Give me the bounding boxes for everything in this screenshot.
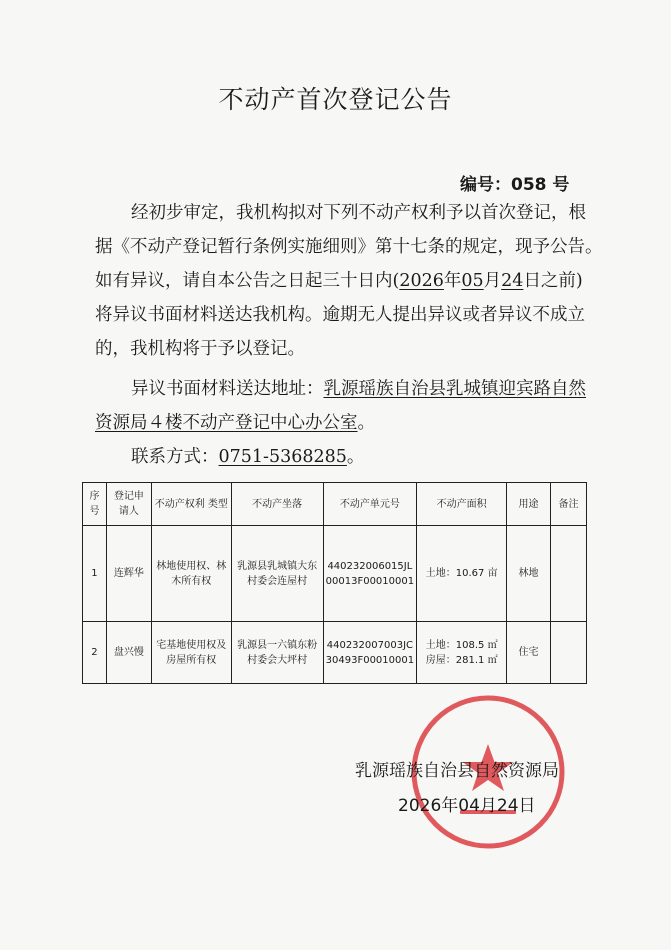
header-use: 用途 (507, 483, 551, 526)
cell-right-type: 林地使用权、林木所有权 (151, 526, 231, 622)
deadline-year: 2026 (399, 271, 444, 291)
issuer-signature: 乳源瑶族自治县自然资源局 (355, 761, 559, 781)
header-applicant: 登记申请人 (106, 483, 151, 526)
deadline-day: 24 (501, 271, 524, 291)
issue-year-unit: 年 (441, 796, 459, 816)
issue-day-unit: 日 (518, 796, 536, 816)
page-title: 不动产首次登记公告 (218, 85, 453, 114)
cell-location: 乳源县乳城镇大东村委会连屋村 (231, 526, 323, 622)
table-row (83, 526, 587, 622)
header-location: 不动产坐落 (231, 483, 323, 526)
cell-unit-no: 440232007003JC30493F00010001 (323, 622, 417, 684)
paragraph-line: 经初步审定，我机构拟对下列不动产权利予以首次登记，根 (131, 203, 586, 223)
header-right-type: 不动产权利 类型 (151, 483, 231, 526)
cell-right-type: 宅基地使用权及房屋所有权 (151, 622, 231, 684)
header-area: 不动产面积 (417, 483, 507, 526)
address-line1: 乳源瑶族自治县乳城镇迎宾路自然 (323, 379, 586, 399)
deadline-month-unit: 月 (483, 271, 502, 291)
cell-no: 1 (83, 526, 107, 622)
address-end: 。 (357, 413, 375, 433)
contact-end: 。 (346, 447, 365, 467)
objection-pre: 如有异议，请自本公告之日起三十日内( (95, 271, 400, 291)
objection-post: 日之前) (523, 271, 583, 291)
issue-day: 24 (496, 796, 519, 816)
issue-month-unit: 月 (479, 796, 497, 816)
area-house: 房屋：281.1 ㎡ (425, 654, 498, 666)
contact-paragraph (95, 440, 605, 474)
paragraph-line: 据《不动产登记暂行条例实施细则》第十七条的规定，现予公告。 (95, 237, 603, 257)
cell-location: 乳源县一六镇东粉村委会大坪村 (231, 622, 323, 684)
address-paragraph (95, 372, 605, 440)
notice-paragraph (95, 196, 605, 366)
cell-applicant: 连辉华 (106, 526, 151, 622)
issue-month: 04 (458, 796, 480, 816)
registration-table (82, 482, 587, 684)
header-unit-no: 不动产单元号 (323, 483, 417, 526)
address-label: 异议书面材料送达地址： (131, 379, 324, 399)
table-header-row (83, 483, 587, 526)
area-land: 土地：108.5 ㎡ (425, 639, 498, 651)
cell-applicant: 盘兴慢 (106, 622, 151, 684)
header-no: 序号 (83, 483, 107, 526)
cell-area (417, 622, 507, 684)
cell-remark (551, 622, 587, 684)
cell-use: 林地 (507, 526, 551, 622)
cell-use: 住宅 (507, 622, 551, 684)
issue-date (398, 791, 536, 816)
deadline-month: 05 (461, 271, 484, 291)
address-line2: 资源局４楼不动产登记中心办公室 (95, 413, 358, 433)
header-remark: 备注 (551, 483, 587, 526)
table-row (83, 622, 587, 684)
contact-label: 联系方式： (131, 447, 219, 467)
contact-phone: 0751-5368285 (218, 447, 347, 467)
document-number: 编号：058 号 (460, 175, 570, 195)
paragraph-line: 将异议书面材料送达我机构。逾期无人提出异议或者异议不成立 (95, 305, 585, 325)
issue-year: 2026 (398, 796, 442, 816)
cell-remark (551, 526, 587, 622)
cell-area: 土地：10.67 亩 (417, 526, 507, 622)
deadline-year-unit: 年 (443, 271, 462, 291)
cell-no: 2 (83, 622, 107, 684)
objection-line (95, 264, 605, 298)
paragraph-line: 的，我机构将于予以登记。 (95, 339, 305, 359)
cell-unit-no: 440232006015JL00013F00010001 (323, 526, 417, 622)
